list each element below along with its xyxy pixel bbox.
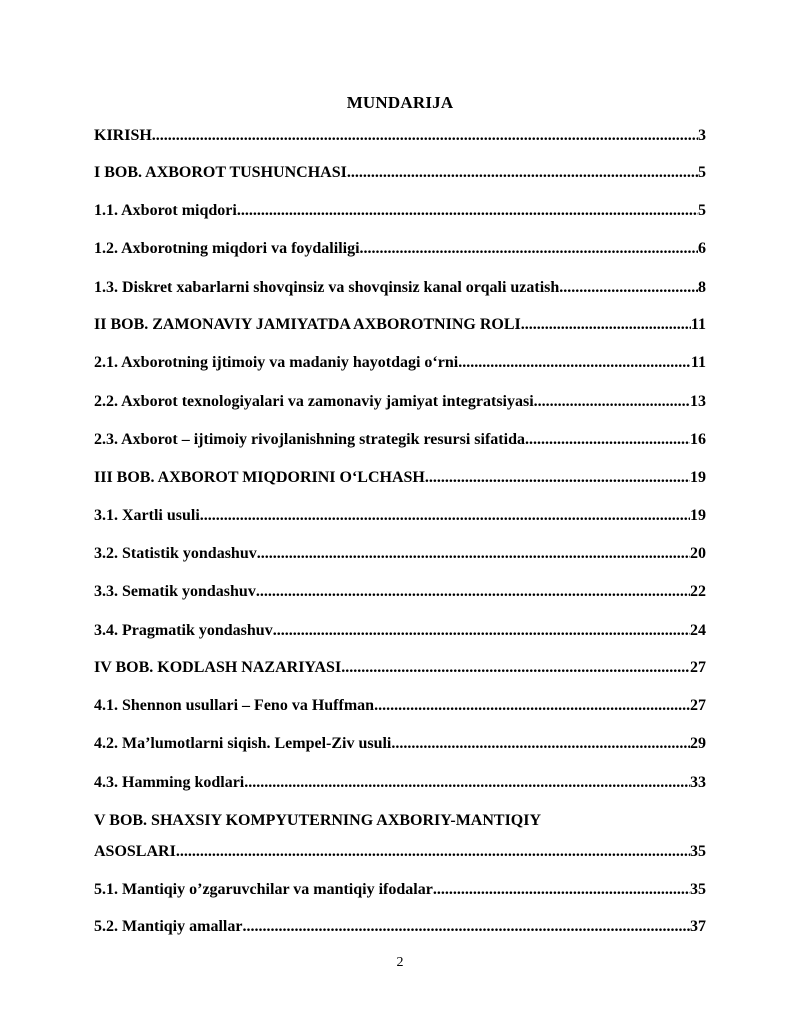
toc-leader-dots — [341, 659, 690, 677]
toc-entry-page: 5 — [698, 202, 706, 219]
toc-leader-dots — [374, 697, 690, 715]
toc-entry-label: KIRISH — [94, 127, 152, 144]
toc-entry[interactable] — [94, 127, 706, 149]
toc-leader-dots — [559, 279, 698, 297]
toc-title: MUNDARIJA — [346, 93, 454, 112]
toc-entry[interactable] — [94, 393, 706, 415]
toc-entry-label: 1.2. Axborotning miqdori va foydaliligi — [94, 240, 360, 257]
toc-entry[interactable] — [94, 354, 706, 376]
toc-entry[interactable] — [94, 622, 706, 644]
toc-entry-label: II BOB. ZAMONAVIY JAMIYATDA AXBOROTNING ROLI — [94, 316, 521, 333]
toc-leader-dots — [273, 622, 690, 640]
toc-leader-dots — [152, 127, 698, 145]
toc-entry-label-line1: V BOB. SHAXSIY KOMPYUTERNING AXBORIY-MANTIQIY — [94, 812, 542, 829]
toc-entry[interactable] — [94, 469, 706, 491]
toc-leader-dots — [521, 316, 691, 334]
toc-entry-label: 4.3. Hamming kodlari — [94, 774, 245, 791]
page-number: 2 — [396, 955, 404, 970]
toc-entry[interactable] — [94, 279, 706, 301]
toc-entry-page: 27 — [690, 697, 706, 714]
toc-entry[interactable] — [94, 697, 706, 719]
toc-entry-page: 11 — [690, 354, 706, 371]
toc-leader-dots — [458, 354, 691, 372]
toc-entry-label: 1.3. Diskret xabarlarni shovqinsiz va shovqinsiz kanal orqali uzatish — [94, 279, 560, 296]
toc-leader-dots — [256, 583, 690, 601]
toc-entry-label: 3.3. Sematik yondashuv — [94, 583, 256, 600]
toc-entry-page: 27 — [690, 659, 706, 676]
toc-entry[interactable] — [94, 202, 706, 224]
toc-entry[interactable] — [94, 240, 706, 262]
toc-leader-dots — [257, 545, 690, 563]
toc-entry[interactable] — [94, 918, 706, 940]
toc-entry-page: 13 — [690, 393, 706, 410]
toc-entry-page: 11 — [690, 316, 706, 333]
toc-entry[interactable] — [94, 316, 706, 338]
toc-entry[interactable] — [94, 774, 706, 796]
toc-entry-label: 3.1. Xartli usuli — [94, 507, 200, 524]
toc-entry[interactable] — [94, 164, 706, 186]
toc-entry-page: 19 — [690, 507, 706, 524]
toc-entry[interactable] — [94, 881, 706, 903]
toc-entry-page: 35 — [690, 881, 706, 898]
toc-entry-label: 3.2. Statistik yondashuv — [94, 545, 257, 562]
toc-entry[interactable] — [94, 431, 706, 453]
toc-entry-page: 19 — [690, 469, 706, 486]
toc-leader-dots — [525, 431, 690, 449]
toc-leader-dots — [176, 843, 690, 861]
toc-entry[interactable] — [94, 583, 706, 605]
toc-leader-dots — [347, 164, 698, 182]
toc-entry-label: 1.1. Axborot miqdori — [94, 202, 237, 219]
toc-entry-page: 33 — [690, 774, 706, 791]
toc-leader-dots — [200, 507, 690, 525]
toc-entry-label: 2.2. Axborot texnologiyalari va zamonaviy jamiyat integratsiyasi — [94, 393, 534, 410]
toc-leader-dots — [391, 735, 690, 753]
toc-entry[interactable] — [94, 659, 706, 681]
toc-leader-dots — [534, 393, 690, 411]
toc-entry-page: 37 — [690, 918, 706, 935]
toc-entry-page: 5 — [698, 164, 706, 181]
toc-entry-label: ASOSLARI — [94, 843, 176, 860]
toc-entry-page: 16 — [690, 431, 706, 448]
toc-entry-page: 29 — [690, 735, 706, 752]
toc-entry-page: 8 — [698, 279, 706, 296]
toc-leader-dots — [360, 240, 698, 258]
toc-leader-dots — [242, 918, 690, 936]
toc-leader-dots — [244, 774, 690, 792]
toc-entry-page: 6 — [698, 240, 706, 257]
toc-entry-label: I BOB. AXBOROT TUSHUNCHASI — [94, 164, 347, 181]
toc-entry-page: 24 — [690, 622, 706, 639]
toc-entry[interactable] — [94, 735, 706, 757]
toc-entry[interactable] — [94, 507, 706, 529]
toc-leader-dots — [237, 202, 698, 220]
toc-entry[interactable] — [94, 545, 706, 567]
toc-entry-label: 4.1. Shennon usullari – Feno va Huffman — [94, 697, 375, 714]
toc-entry-page: 3 — [698, 127, 706, 144]
toc-entry-label: 4.2. Ma’lumotlarni siqish. Lempel-Ziv usuli — [94, 735, 392, 752]
toc-leader-dots — [425, 469, 690, 487]
toc-leader-dots — [433, 881, 690, 899]
toc-entry-label: 2.1. Axborotning ijtimoiy va madaniy hayotdagi o‘rni — [94, 354, 459, 371]
toc-entry-page: 20 — [690, 545, 706, 562]
toc-entry-page: 35 — [690, 843, 706, 860]
toc-entry-page: 22 — [690, 583, 706, 600]
toc-entry-label: 2.3. Axborot – ijtimoiy rivojlanishning strategik resursi sifatida — [94, 431, 525, 448]
toc-entry[interactable] — [94, 843, 706, 865]
toc-entry-label: 5.1. Mantiqiy o’zgaruvchilar va mantiqiy ifodalar — [94, 881, 433, 898]
toc-entry-label: 5.2. Mantiqiy amallar — [94, 918, 243, 935]
toc-entry-label: IV BOB. KODLASH NAZARIYASI — [94, 659, 342, 676]
toc-entry-label: 3.4. Pragmatik yondashuv — [94, 622, 273, 639]
toc-entry-label: III BOB. AXBOROT MIQDORINI O‘LCHASH — [94, 469, 425, 486]
